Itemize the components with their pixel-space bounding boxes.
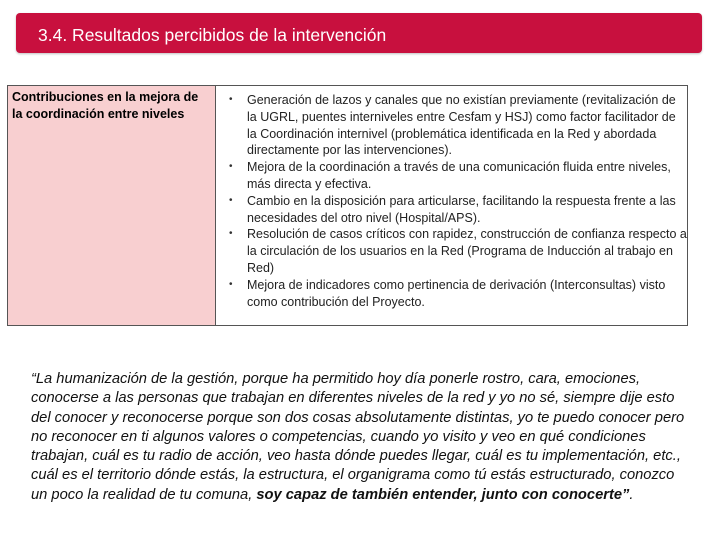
bullet-icon: • xyxy=(229,278,233,290)
header-underline xyxy=(36,64,484,65)
category-label: Contribuciones en la mejora de la coordinación entre niveles xyxy=(12,90,199,121)
list-item xyxy=(216,92,687,159)
quote-text: “La humanización de la gestión, porque ha permitido hoy día ponerle rostro, cara, emociones, conocerse a las personas que trabajan en diferentes niveles de la red y yo no sé, siempre dije esto del conocer y reconocerse porque son dos cosas absolutamente distintas, yo te puedo conocer pero no reconocer en ti algunos valores o competencias, cuando yo visito y veo en qué condiciones trabajan, cuál es tu radio de acción, veo hasta dónde puedes llegar, cuál es tu implementación, etc., cuál es el territorio dónde estás, la estructura, el organigrama como tú estás estructurado, conozco un poco la realidad de tu comuna, xyxy=(31,371,685,503)
list-item xyxy=(216,277,687,311)
list-item-text: Resolución de casos críticos con rapidez, construcción de confianza respecto a la circulación de los usuarios en la Red (Programa de Inducción al trabajo en Red) xyxy=(247,227,687,275)
bullet-icon: • xyxy=(229,161,233,173)
testimonial-quote xyxy=(31,370,686,505)
list-item xyxy=(216,193,687,227)
list-item-text: Generación de lazos y canales que no existían previamente (revitalización de la UGRL, puentes interniveles entre Cesfam y HSJ) como factor facilitador de la Coordinación internivel (problemática identificada en la Red y abordada directamente por las intervenciones). xyxy=(247,93,676,158)
category-cell xyxy=(8,86,216,325)
section-title: 3.4. Resultados percibidos de la intervención xyxy=(38,25,387,45)
bullet-icon: • xyxy=(229,228,233,240)
list-item-text: Mejora de la coordinación a través de una comunicación fluida entre niveles, más directa y efectiva. xyxy=(247,160,671,191)
list-item xyxy=(216,159,687,193)
bullet-list xyxy=(216,92,687,310)
quote-end: . xyxy=(629,486,634,503)
list-item xyxy=(216,226,687,276)
bullet-icon: • xyxy=(229,94,233,105)
list-item-text: Cambio en la disposición para articularse, facilitando la respuesta frente a las necesidades del otro nivel (Hospital/APS). xyxy=(247,193,676,225)
details-cell xyxy=(216,86,687,325)
results-table xyxy=(7,85,688,326)
section-header xyxy=(16,13,702,53)
bullet-icon: • xyxy=(229,194,233,206)
quote-emphasis: soy capaz de también entender, junto con conocerte” xyxy=(256,486,630,503)
list-item-text: Mejora de indicadores como pertinencia de derivación (Interconsultas) visto como contribución del Proyecto. xyxy=(247,277,666,309)
